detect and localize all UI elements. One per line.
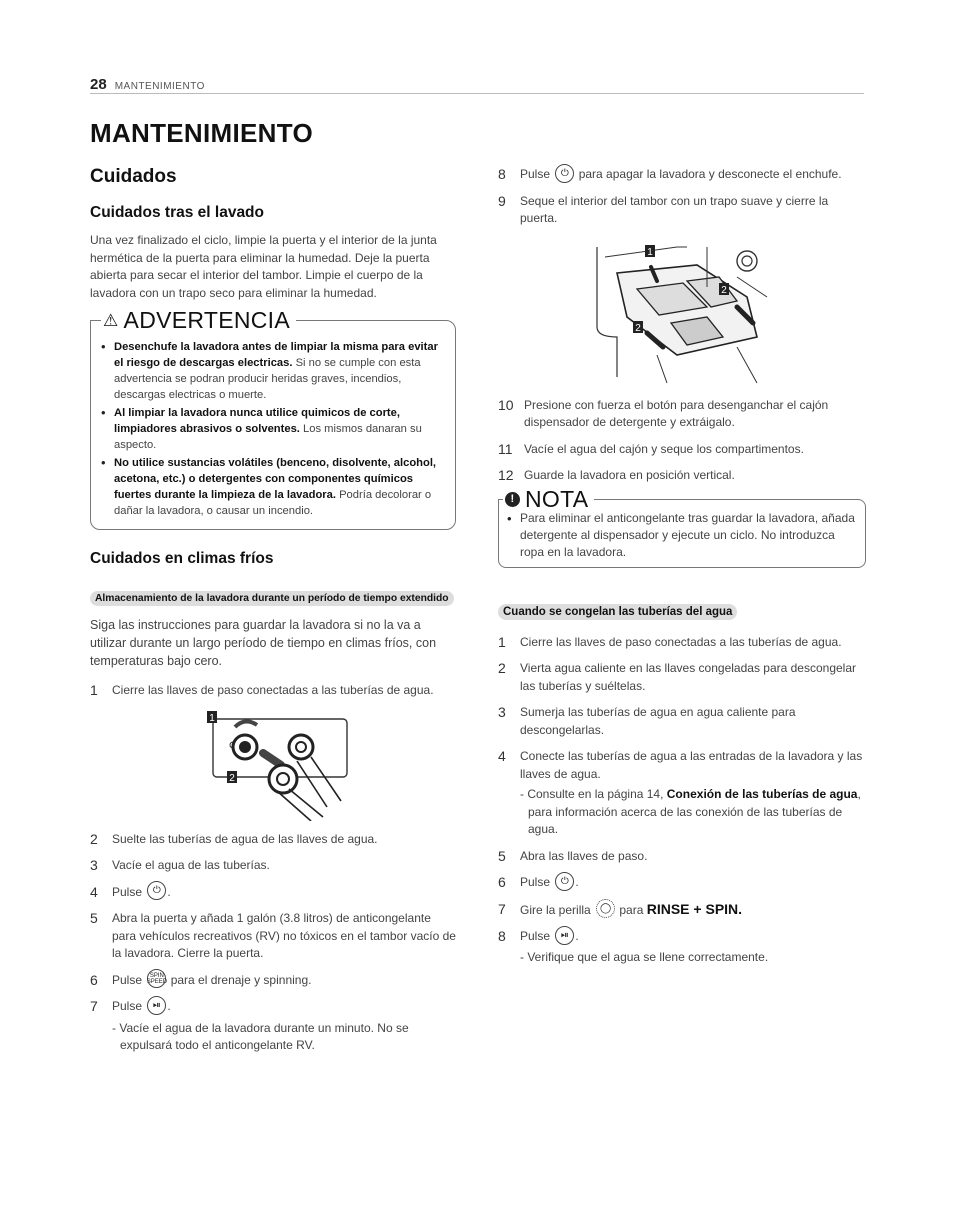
step-text: Abra la puerta y añada 1 galón (3.8 litros) de anticongelante para vehículos recreativos (RV) no tóxicos en el tambor vacío de la lavadora. Cierre la puerta. bbox=[112, 911, 456, 960]
note-exclamation-icon: ! bbox=[505, 492, 520, 507]
note-box bbox=[498, 485, 866, 568]
step-text-bold: RINSE + SPIN. bbox=[646, 900, 743, 917]
fig-label-2b: 2 bbox=[635, 322, 641, 334]
step-text-pre: Gire la perilla bbox=[520, 902, 591, 917]
step-text: Presione con fuerza el botón para desenganchar el cajón dispensador de detergente y extráigalo. bbox=[524, 397, 829, 429]
step-item bbox=[498, 441, 866, 459]
power-icon: ⏻ bbox=[147, 881, 166, 900]
step-text bbox=[520, 901, 742, 920]
step-item bbox=[498, 397, 866, 432]
step-text: Vierta agua caliente en las llaves congeladas para descongelar las tuberías y suéltelas. bbox=[520, 661, 857, 693]
step-text-pre: Pulse bbox=[520, 167, 551, 181]
step-number: 2 bbox=[90, 830, 98, 847]
step-text: Vacíe el agua de las tuberías. bbox=[112, 858, 270, 872]
step-text-mid: para bbox=[616, 902, 647, 917]
page-title: MANTENIMIENTO bbox=[90, 118, 313, 148]
step-number: 2 bbox=[498, 660, 506, 676]
subnote-pre: - Consulte en la página 14, bbox=[520, 787, 667, 801]
subheading-cold-climate: Cuidados en climas fríos bbox=[90, 550, 274, 567]
step-item bbox=[498, 660, 866, 695]
step-item bbox=[90, 682, 456, 700]
step-text-post: . bbox=[167, 999, 171, 1013]
storage-pill: Almacenamiento de la lavadora durante un período de tiempo extendido bbox=[90, 591, 454, 606]
step-text: Guarde la lavadora en posición vertical. bbox=[524, 468, 735, 482]
step-text: Sumerja las tuberías de agua en agua caliente para descongelarlas. bbox=[520, 705, 796, 737]
step-text-pre: Pulse bbox=[520, 929, 551, 943]
step-item bbox=[90, 998, 456, 1016]
dial-knob-icon: ◯ bbox=[596, 899, 615, 918]
warning-item-text: Si no se cumple con esta advertencia se podran producir heridas graves, incendios, descargas electricas o muerte. bbox=[114, 357, 421, 401]
spin-icon-bottom: SPEED bbox=[146, 978, 168, 985]
step-item bbox=[90, 884, 456, 902]
step-number: 3 bbox=[498, 704, 506, 720]
warning-item-text: Los mismos danaran su aspecto. bbox=[114, 423, 422, 451]
warning-item-bold: Desenchufe la lavadora antes de limpiar la misma para evitar el riesgo de descargas electricas. bbox=[114, 341, 438, 369]
storage-paragraph: Siga las instrucciones para guardar la lavadora si no la va a utilizar durante un largo período de tiempo en climas fríos, con temperaturas bajo cero. bbox=[90, 618, 437, 668]
subnote-post: , para información acerca de las conexión de las tuberías de agua. bbox=[528, 787, 861, 836]
warning-item-text: Podría decolorar o dañar la lavadora, o causar un incendio. bbox=[114, 489, 432, 517]
step-text: Abra las llaves de paso. bbox=[520, 848, 648, 863]
header-section: MANTENIMIENTO bbox=[114, 81, 205, 92]
step-number: 11 bbox=[498, 440, 513, 457]
step-text bbox=[520, 166, 842, 184]
right-column bbox=[498, 166, 866, 966]
valve-illustration bbox=[193, 709, 353, 821]
detergent-drawer-illustration bbox=[587, 237, 777, 387]
power-icon: ⏻ bbox=[555, 164, 574, 183]
step-text-post: . bbox=[575, 875, 579, 889]
warning-title bbox=[101, 307, 296, 334]
step-text bbox=[112, 998, 171, 1016]
step-item bbox=[498, 748, 866, 783]
step-text: Seque el interior del tambor con un trapo suave y cierre la puerta. bbox=[520, 193, 829, 225]
step-number: 8 bbox=[498, 166, 506, 182]
step-item bbox=[498, 467, 866, 485]
step-subnote: - Verifique que el agua se llene correctamente. bbox=[520, 949, 769, 964]
step-subnote bbox=[506, 786, 866, 839]
step-item bbox=[498, 704, 866, 739]
note-title-text: NOTA bbox=[525, 485, 589, 512]
step-item bbox=[498, 928, 866, 946]
step-text-pre: Pulse bbox=[112, 884, 143, 899]
step-text: Conecte las tuberías de agua a las entradas de la lavadora y las llaves de agua. bbox=[520, 749, 863, 781]
step-text: Cierre las llaves de paso conectadas a las tuberías de agua. bbox=[520, 634, 842, 649]
step-text-post: para apagar la lavadora y desconecte el enchufe. bbox=[575, 167, 842, 181]
step-number: 7 bbox=[90, 998, 98, 1014]
section-heading-cuidados: Cuidados bbox=[90, 166, 177, 187]
warning-box bbox=[90, 307, 456, 530]
fig-label-2: 2 bbox=[229, 772, 235, 784]
power-icon: ⏻ bbox=[555, 872, 574, 891]
step-text: Vacíe el agua del cajón y seque los compartimentos. bbox=[524, 441, 804, 456]
step-number: 4 bbox=[498, 748, 506, 764]
warning-item bbox=[101, 405, 445, 453]
step-item bbox=[90, 910, 456, 963]
step-number: 6 bbox=[498, 874, 506, 890]
step-item bbox=[90, 831, 456, 849]
page-number: 28 bbox=[90, 76, 107, 93]
step-text bbox=[520, 928, 579, 946]
step-number: 4 bbox=[90, 883, 98, 900]
step-number: 1 bbox=[498, 633, 506, 650]
step-number: 9 bbox=[498, 192, 506, 209]
warning-item-bold: No utilice sustancias volátiles (benceno, disolvente, alcohol, acetona, etc.) o detergentes con componentes químicos fuertes durante la limpieza de la lavadora. bbox=[114, 457, 437, 501]
step-text-post: . bbox=[167, 884, 171, 899]
step-text-pre: Pulse bbox=[112, 999, 143, 1013]
page-header bbox=[90, 76, 864, 94]
step-number: 3 bbox=[90, 857, 98, 873]
warning-triangle-icon: ⚠ bbox=[103, 310, 119, 330]
step-number: 1 bbox=[90, 682, 98, 698]
step-text-pre: Pulse bbox=[520, 875, 551, 889]
subnote-bold: Conexión de las tuberías de agua bbox=[666, 787, 858, 801]
step-item bbox=[90, 857, 456, 875]
step-text-post: para el drenaje y spinning. bbox=[167, 972, 312, 987]
step-item bbox=[498, 901, 866, 920]
start-pause-icon: ⏯ bbox=[555, 926, 574, 945]
step-text bbox=[520, 874, 579, 892]
fig-label-1: 1 bbox=[209, 712, 215, 724]
warning-title-text: ADVERTENCIA bbox=[123, 307, 291, 333]
step-number: 7 bbox=[498, 900, 506, 917]
fig-label-1: 1 bbox=[647, 246, 653, 258]
note-text: • Para eliminar el anticongelante tras guardar la lavadora, añada detergente al dispensador y ejecute un ciclo. No introduzca ropa en la lavadora. bbox=[507, 510, 855, 561]
subheading-after-wash: Cuidados tras el lavado bbox=[90, 204, 264, 221]
step-text-post: . bbox=[575, 929, 579, 943]
fig-label-2a: 2 bbox=[721, 284, 727, 296]
step-number: 10 bbox=[498, 396, 514, 413]
left-column bbox=[90, 166, 456, 1055]
step-subnote: - Vacíe el agua de la lavadora durante un minuto. No se expulsará todo el anticongelante RV. bbox=[112, 1020, 409, 1052]
step-item bbox=[498, 166, 866, 184]
step-text: Suelte las tuberías de agua de las llaves de agua. bbox=[112, 831, 378, 846]
after-wash-paragraph: Una vez finalizado el ciclo, limpie la puerta y el interior de la junta hermética de la puerta para eliminar la humedad. Deje la puerta abierta para secar el interior del tambor. Limpie el cuerpo de la lavadora con un trapo seco para eliminar la humedad. bbox=[90, 233, 437, 300]
spin-speed-icon bbox=[147, 969, 166, 988]
step-text bbox=[112, 884, 171, 902]
step-number: 12 bbox=[498, 467, 514, 483]
step-text-pre: Pulse bbox=[112, 972, 143, 987]
start-pause-icon: ⏯ bbox=[147, 996, 166, 1015]
step-text bbox=[112, 972, 311, 990]
step-item bbox=[498, 874, 866, 892]
step-number: 5 bbox=[90, 910, 98, 926]
step-item bbox=[498, 193, 866, 228]
step-item bbox=[498, 848, 866, 866]
step-item bbox=[90, 972, 456, 990]
warning-item bbox=[101, 339, 445, 403]
warning-item bbox=[101, 455, 445, 519]
step-number: 5 bbox=[498, 847, 506, 864]
step-text: Cierre las llaves de paso conectadas a las tuberías de agua. bbox=[112, 683, 434, 697]
warning-item-bold: Al limpiar la lavadora nunca utilice quimicos de corte, limpiadores abrasivos o solventes. bbox=[114, 407, 400, 435]
step-item bbox=[498, 634, 866, 652]
note-title bbox=[503, 486, 594, 513]
spin-icon-top: SPIN bbox=[149, 972, 164, 979]
frozen-pipes-pill: Cuando se congelan las tuberías del agua bbox=[498, 604, 737, 620]
step-number: 6 bbox=[90, 971, 98, 988]
step-number: 8 bbox=[498, 928, 506, 944]
